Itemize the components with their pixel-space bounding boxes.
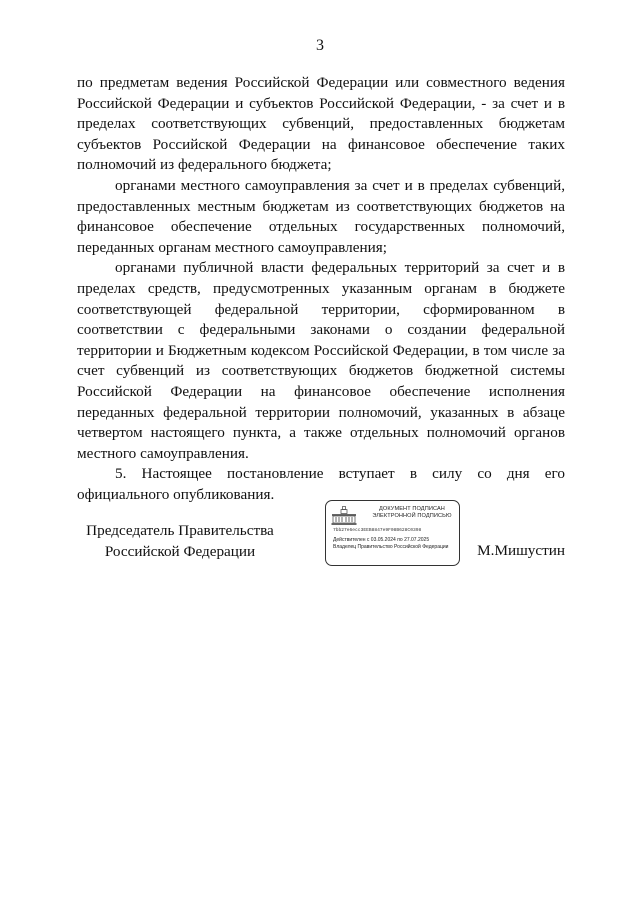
stamp-heading-line-1: ДОКУМЕНТ ПОДПИСАН [379,506,445,512]
document-body [77,73,565,505]
signer-title-line-1: Председатель Правительства [86,522,274,539]
electronic-signature-stamp [325,500,460,566]
paragraph-1: по предметам ведения Российской Федерации или совместного ведения Российской Федерации и субъектов Российской Федерации, - за счет и в пределах соответствующих субвенций, предоставленных бюджетам субъектов Российской Федерации на финансовое обеспечение таких полномочий из федерального бюджета; [77,74,565,174]
paragraph-3: органами публичной власти федеральных территорий за счет и в пределах средств, предусмотренных указанным органам в бюджете соответствующей федеральной территории, сформированном в соответствии с федеральными законами о создании федеральной территории и Бюджетным кодексом Российской Федерации, в том числе за счет субвенций из соответствующих бюджетов бюджетной системы Российской Федерации на финансовое обеспечение исполнения переданных федеральной территории полномочий, указанных в абзаце четвертом настоящего пункта, а также отдельных полномочий органов местного самоуправления. [77,259,565,462]
stamp-heading [366,506,458,520]
stamp-owner: Владелец Правительство Российской Федерации [333,544,449,550]
signer-name: М.Мишустин [477,542,565,559]
stamp-heading-line-2: ЭЛЕКТРОННОЙ ПОДПИСЬЮ [372,513,452,519]
signature-block [0,500,640,580]
signer-title [80,521,280,562]
stamp-certificate: 7bb27e6ecc3EEB8847e9F08B628C0398 [333,528,422,533]
signer-title-line-2: Российской Федерации [104,542,256,560]
page-number: 3 [316,37,324,54]
stamp-validity: Действителен с 03.05.2024 по 27.07.2025 [333,537,430,543]
government-building-icon [331,506,357,526]
paragraph-2: органами местного самоуправления за счет и в пределах субвенций, предоставленных местным бюджетам из соответствующих бюджетов на финансовое обеспечение отдельных государственных полномочий, переданных органам местного самоуправления; [77,176,565,256]
paragraph-4: 5. Настоящее постановление вступает в силу со дня его официального опубликования. [77,465,565,503]
